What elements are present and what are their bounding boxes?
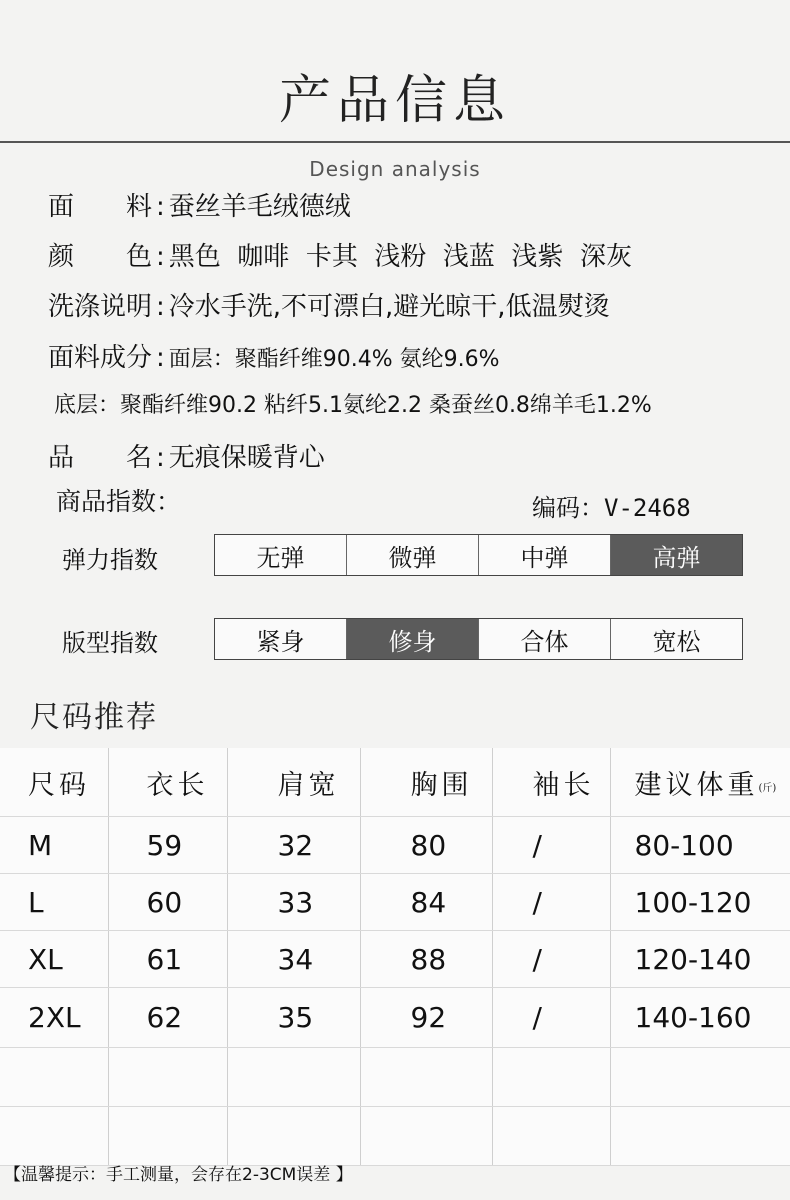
wash-value: 冷水手洗,不可漂白,避光晾干,低温熨烫	[168, 292, 610, 322]
index-title: 商品指数：	[56, 487, 182, 516]
weight-cell: 120-140	[610, 931, 790, 988]
fabric-line: 面 料 : 蚕丝羊毛绒德绒	[48, 192, 351, 222]
elasticity-scale	[214, 534, 743, 576]
chest-cell: 84	[360, 874, 492, 931]
size-cell: 2XL	[0, 988, 108, 1048]
fabric-value: 蚕丝羊毛绒德绒	[168, 192, 351, 222]
header-cell: 袖长	[492, 748, 610, 817]
fit-option: 宽松	[611, 619, 742, 659]
header-cell: 尺码	[0, 748, 108, 817]
table-row	[0, 931, 790, 988]
weight-header: 建议体重	[634, 769, 759, 801]
header-cell	[610, 748, 790, 817]
weight-cell: 80-100	[610, 817, 790, 874]
sleeve-cell: /	[492, 988, 610, 1048]
shoulder-cell: 33	[227, 874, 360, 931]
composition-line: 面料成分 : 面层：聚酯纤维90.4% 氨纶9.6%	[48, 343, 500, 373]
elasticity-option: 微弹	[347, 535, 479, 575]
size-cell: XL	[0, 931, 108, 988]
wash-label: 洗涤说明	[48, 292, 153, 322]
sleeve-cell: /	[492, 874, 610, 931]
chest-cell: 80	[360, 817, 492, 874]
size-cell: L	[0, 874, 108, 931]
table-row	[0, 988, 790, 1048]
size-section-title: 尺码推荐	[30, 700, 158, 735]
length-cell: 61	[108, 931, 227, 988]
color-line: 颜 色 : 黑色 咖啡 卡其 浅粉 浅蓝 浅紫 深灰	[48, 242, 632, 272]
fit-label: 版型指数	[62, 629, 158, 657]
product-name-line: 品 名 : 无痕保暖背心	[48, 443, 325, 473]
wash-line: 洗涤说明 : 冷水手洗,不可漂白,避光晾干,低温熨烫	[48, 292, 610, 322]
table-row	[0, 874, 790, 931]
measurement-tip: 【温馨提示：手工测量，会存在2-3CM误差 】	[4, 1165, 353, 1185]
chest-cell: 92	[360, 988, 492, 1048]
elasticity-option: 高弹	[611, 535, 742, 575]
composition-label: 面料成分	[48, 343, 153, 373]
sleeve-cell: /	[492, 817, 610, 874]
fit-option: 紧身	[215, 619, 347, 659]
fabric-label: 面 料	[48, 192, 153, 222]
size-table-header	[0, 748, 790, 817]
product-name-label: 品 名	[48, 443, 153, 473]
empty-row	[0, 1048, 790, 1107]
product-code: 编码：V-2468	[532, 494, 691, 522]
length-cell: 60	[108, 874, 227, 931]
header-cell: 肩宽	[227, 748, 360, 817]
header-cell: 衣长	[108, 748, 227, 817]
chest-cell: 88	[360, 931, 492, 988]
weight-cell: 140-160	[610, 988, 790, 1048]
title-divider	[0, 141, 790, 143]
header-cell: 胸围	[360, 748, 492, 817]
product-name-value: 无痕保暖背心	[168, 443, 325, 473]
length-cell: 62	[108, 988, 227, 1048]
shoulder-cell: 32	[227, 817, 360, 874]
color-value: 黑色 咖啡 卡其 浅粉 浅蓝 浅紫 深灰	[168, 242, 632, 272]
composition-value: 面层：聚酯纤维90.4% 氨纶9.6%	[168, 347, 500, 372]
page-title: 产品信息	[278, 71, 511, 131]
fit-scale	[214, 618, 743, 660]
page-subtitle: Design analysis	[309, 157, 481, 181]
elasticity-label: 弹力指数	[62, 546, 158, 574]
weight-unit: (斤)	[758, 782, 777, 794]
bottom-layer-composition: 底层：聚酯纤维90.2 粘纤5.1氨纶2.2 桑蚕丝0.8绵羊毛1.2%	[54, 393, 652, 418]
sleeve-cell: /	[492, 931, 610, 988]
shoulder-cell: 34	[227, 931, 360, 988]
size-table	[0, 748, 790, 1166]
empty-row	[0, 1107, 790, 1166]
color-label: 颜 色	[48, 242, 153, 272]
weight-cell: 100-120	[610, 874, 790, 931]
size-cell: M	[0, 817, 108, 874]
shoulder-cell: 35	[227, 988, 360, 1048]
fit-option: 合体	[479, 619, 611, 659]
length-cell: 59	[108, 817, 227, 874]
table-row	[0, 817, 790, 874]
elasticity-option: 无弹	[215, 535, 347, 575]
fit-option: 修身	[347, 619, 479, 659]
elasticity-option: 中弹	[479, 535, 611, 575]
